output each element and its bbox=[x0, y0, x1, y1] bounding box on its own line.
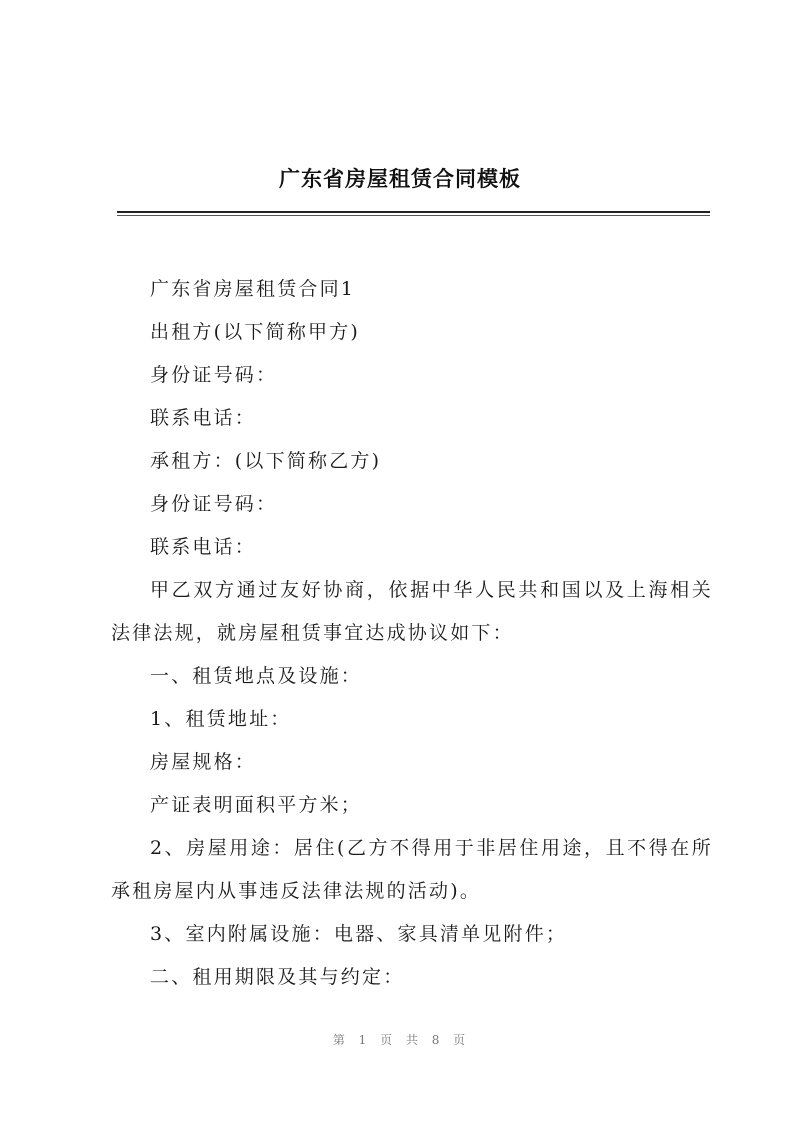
paragraph: 联系电话： bbox=[150, 407, 257, 429]
document-title: 广东省房屋租赁合同模板 bbox=[279, 167, 521, 191]
paragraph: 产证表明面积平方米； bbox=[150, 794, 363, 816]
paragraph: 广东省房屋租赁合同1 bbox=[150, 278, 356, 300]
paragraph: 3、室内附属设施：电器、家具清单见附件； bbox=[150, 923, 568, 945]
title-divider-thin bbox=[117, 215, 710, 216]
paragraph: 1、租赁地址： bbox=[150, 708, 292, 730]
title-divider bbox=[117, 211, 710, 213]
paragraph: 身份证号码： bbox=[150, 364, 278, 386]
paragraph: 一、租赁地点及设施： bbox=[150, 665, 363, 687]
document-body bbox=[111, 268, 713, 999]
paragraph: 出租方(以下简称甲方) bbox=[150, 321, 361, 343]
paragraph: 身份证号码： bbox=[150, 493, 278, 515]
page-number-footer: 第 1 页 共 8 页 bbox=[332, 1033, 468, 1047]
paragraph: 房屋规格： bbox=[150, 751, 257, 773]
paragraph: 2、房屋用途：居住(乙方不得用于非居住用途，且不得在所承租房屋内从事违反法律法规的活动)。 bbox=[111, 837, 713, 902]
paragraph: 联系电话： bbox=[150, 536, 257, 558]
paragraph: 承租方：(以下简称乙方) bbox=[150, 450, 382, 472]
paragraph: 二、租用期限及其与约定： bbox=[150, 966, 405, 988]
paragraph: 甲乙双方通过友好协商，依据中华人民共和国以及上海相关法律法规，就房屋租赁事宜达成协议如下： bbox=[111, 579, 713, 644]
